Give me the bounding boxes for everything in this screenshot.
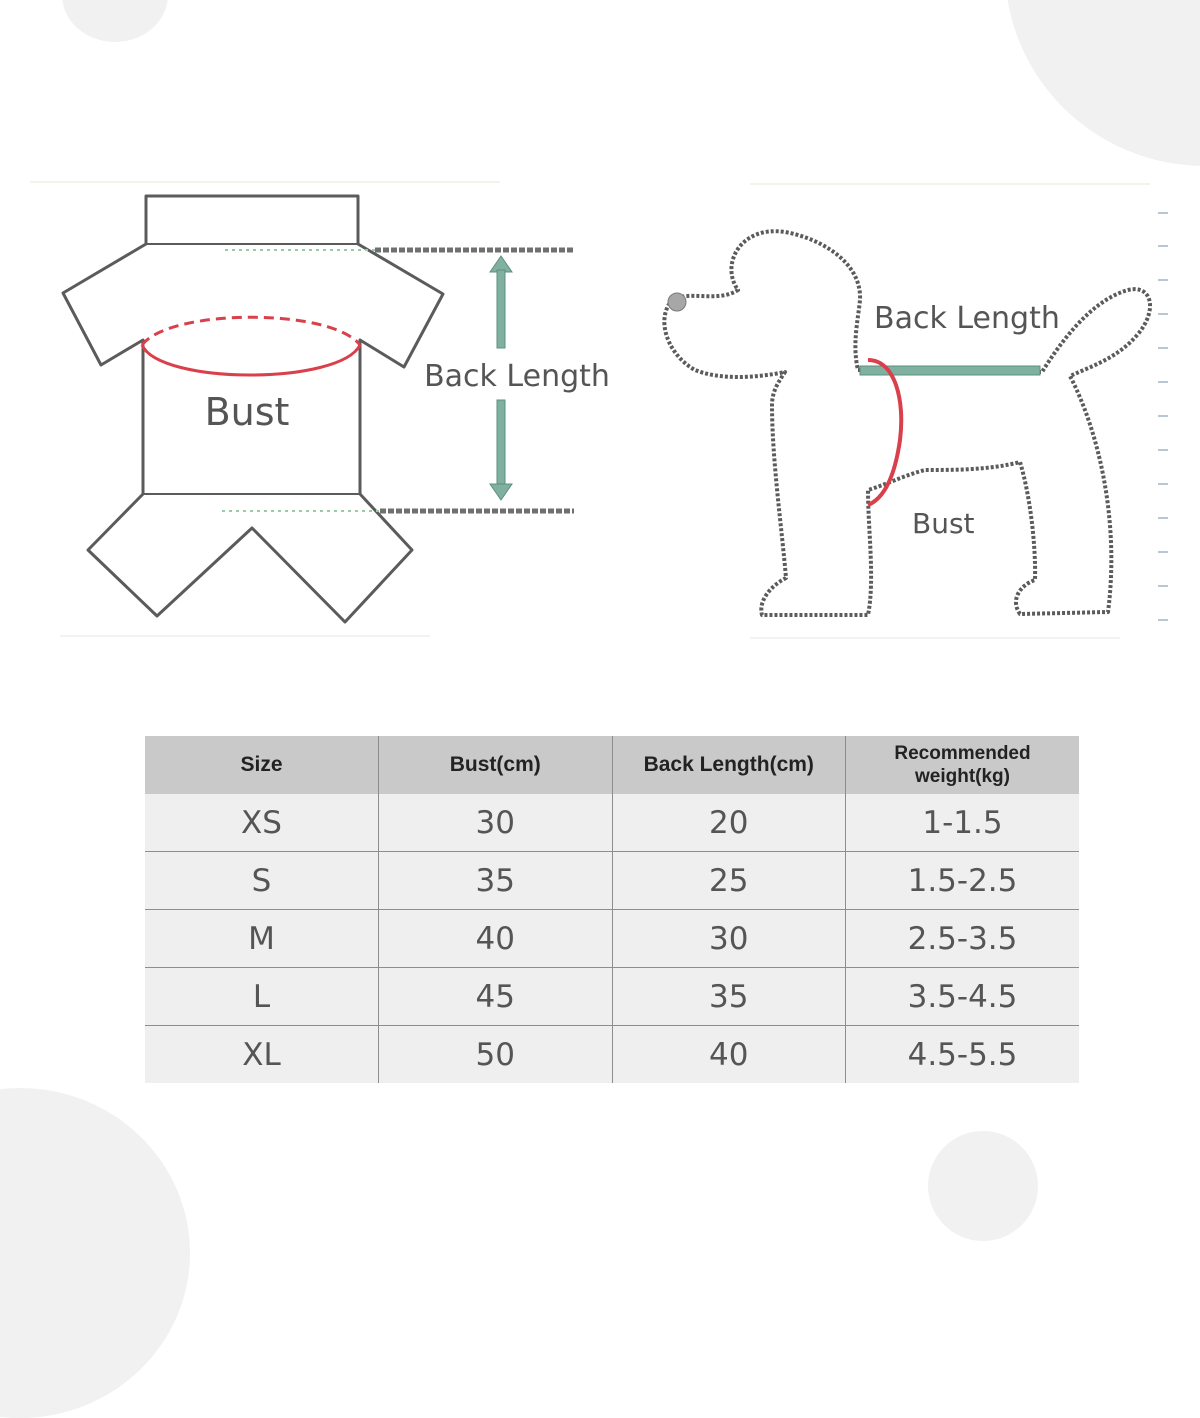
size-chart-table <box>145 736 1079 1083</box>
table-row <box>145 794 1079 852</box>
decorative-circle <box>0 1088 190 1418</box>
header-size: Size <box>145 736 379 794</box>
bust-cell: 30 <box>379 794 613 852</box>
shirt-diagram <box>30 182 610 636</box>
bust-cell: 35 <box>379 852 613 910</box>
bust-cell: 50 <box>379 1026 613 1084</box>
weight-cell: 1.5-2.5 <box>846 852 1080 910</box>
dog-nose-icon <box>668 293 686 311</box>
table-row <box>145 852 1079 910</box>
size-cell: S <box>145 852 379 910</box>
weight-cell: 3.5-4.5 <box>846 968 1080 1026</box>
header-bust: Bust(cm) <box>379 736 613 794</box>
shirt-bust-label: Bust <box>204 390 290 434</box>
weight-cell: 4.5-5.5 <box>846 1026 1080 1084</box>
decorative-circle <box>928 1131 1038 1241</box>
size-cell: XS <box>145 794 379 852</box>
edge-tick-marks <box>1158 213 1168 620</box>
dog-back-length-label: Back Length <box>874 301 1060 336</box>
measurement-diagrams <box>0 0 1200 700</box>
weight-cell: 1-1.5 <box>846 794 1080 852</box>
table-row <box>145 910 1079 968</box>
bust-cell: 45 <box>379 968 613 1026</box>
back-length-cell: 35 <box>612 968 846 1026</box>
back-length-cell: 20 <box>612 794 846 852</box>
size-cell: M <box>145 910 379 968</box>
dog-outline <box>664 231 1150 615</box>
shirt-back-length-label: Back Length <box>424 359 610 394</box>
table-header-row <box>145 736 1079 794</box>
dog-bust-label: Bust <box>912 507 975 540</box>
size-cell: L <box>145 968 379 1026</box>
header-back-length: Back Length(cm) <box>612 736 846 794</box>
table-row <box>145 968 1079 1026</box>
header-recommended-weight: Recommended weight(kg) <box>846 736 1080 794</box>
dog-diagram <box>664 184 1168 638</box>
bust-cell: 40 <box>379 910 613 968</box>
back-length-cell: 25 <box>612 852 846 910</box>
table-row <box>145 1026 1079 1084</box>
back-length-cell: 40 <box>612 1026 846 1084</box>
weight-cell: 2.5-3.5 <box>846 910 1080 968</box>
size-cell: XL <box>145 1026 379 1084</box>
back-length-cell: 30 <box>612 910 846 968</box>
